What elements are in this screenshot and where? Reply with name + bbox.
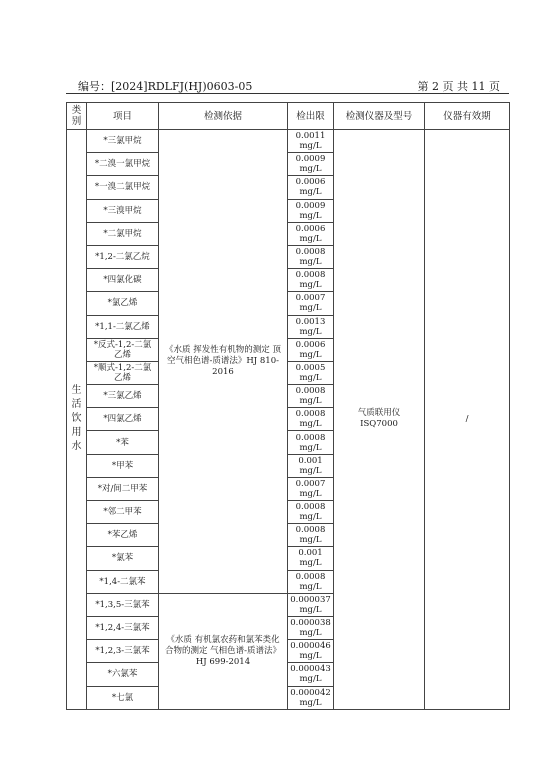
item-name: *一溴二氯甲烷 <box>87 176 159 199</box>
page-indicator: 第 2 页 共 11 页 <box>417 80 500 93</box>
detection-limit: 0.000038 mg/L <box>288 616 334 639</box>
item-name: *二氯甲烷 <box>87 222 159 245</box>
detection-limit: 0.0006 mg/L <box>288 338 334 361</box>
item-name: *三氯甲烷 <box>87 130 159 153</box>
detection-limit: 0.0008 mg/L <box>288 570 334 593</box>
detection-limit: 0.0007 mg/L <box>288 292 334 315</box>
item-name: *1,3,5-三氯苯 <box>87 593 159 616</box>
item-name: *反式-1,2-二氯乙烯 <box>87 338 159 361</box>
table-header-row <box>67 103 510 130</box>
item-name: *三氯乙烯 <box>87 385 159 408</box>
item-name: *三溴甲烷 <box>87 199 159 222</box>
header-instrument: 检测仪器及型号 <box>334 103 425 130</box>
detection-limit: 0.0009 mg/L <box>288 199 334 222</box>
detection-limit: 0.0008 mg/L <box>288 385 334 408</box>
item-name: *六氯苯 <box>87 663 159 686</box>
item-name: *邻二甲苯 <box>87 501 159 524</box>
detection-limit: 0.0008 mg/L <box>288 524 334 547</box>
instrument-validity: / <box>425 130 510 710</box>
header-validity: 仪器有效期 <box>425 103 510 130</box>
item-name: *甲苯 <box>87 454 159 477</box>
item-name: *四氯乙烯 <box>87 408 159 431</box>
item-name: *1,2,3-三氯苯 <box>87 640 159 663</box>
item-name: *苯 <box>87 431 159 454</box>
header-divider <box>66 93 509 94</box>
method-basis-ocp: 《水质 有机氯农药和氯苯类化合物的测定 气相色谱-质谱法》HJ 699-2014 <box>159 593 288 709</box>
item-name: *四氯化碳 <box>87 269 159 292</box>
item-name: *氯苯 <box>87 547 159 570</box>
item-name: *1,4-二氯苯 <box>87 570 159 593</box>
item-name: *七氯 <box>87 686 159 709</box>
detection-limit: 0.0013 mg/L <box>288 315 334 338</box>
detection-limit: 0.0008 mg/L <box>288 269 334 292</box>
header-item: 项目 <box>87 103 159 130</box>
detection-limit: 0.0006 mg/L <box>288 176 334 199</box>
item-name: *1,2,4-三氯苯 <box>87 616 159 639</box>
item-name: *氯乙烯 <box>87 292 159 315</box>
instrument-model: 气质联用仪 ISQ7000 <box>334 130 425 710</box>
detection-limit: 0.001 mg/L <box>288 454 334 477</box>
item-name: *苯乙烯 <box>87 524 159 547</box>
table-row <box>67 130 510 153</box>
detection-limit: 0.000042 mg/L <box>288 686 334 709</box>
detection-limit: 0.0011 mg/L <box>288 130 334 153</box>
item-name: *二溴一氯甲烷 <box>87 153 159 176</box>
category-label: 生活饮用水 <box>71 385 82 453</box>
detection-limit: 0.000037 mg/L <box>288 593 334 616</box>
document-number: 编号：[2024]RDLFJ(HJ)0603-05 <box>78 80 253 93</box>
detection-limit: 0.000043 mg/L <box>288 663 334 686</box>
detection-limit: 0.000046 mg/L <box>288 640 334 663</box>
item-name: *1,1-二氯乙烯 <box>87 315 159 338</box>
detection-limit: 0.0008 mg/L <box>288 245 334 268</box>
item-name: *顺式-1,2-二氯乙烯 <box>87 361 159 384</box>
detection-table <box>66 102 510 710</box>
header-basis: 检测依据 <box>159 103 288 130</box>
item-name: *1,2-二氯乙烷 <box>87 245 159 268</box>
detection-limit: 0.0008 mg/L <box>288 408 334 431</box>
detection-limit: 0.001 mg/L <box>288 547 334 570</box>
detection-limit: 0.0009 mg/L <box>288 153 334 176</box>
header-category: 类别 <box>67 103 87 130</box>
header-limit: 检出限 <box>288 103 334 130</box>
method-basis-voc: 《水质 挥发性有机物的测定 顶空气相色谱-质谱法》HJ 810-2016 <box>159 130 288 594</box>
item-name: *对/间二甲苯 <box>87 477 159 500</box>
detection-limit: 0.0008 mg/L <box>288 501 334 524</box>
detection-limit: 0.0007 mg/L <box>288 477 334 500</box>
category-cell <box>67 130 87 710</box>
detection-limit: 0.0008 mg/L <box>288 431 334 454</box>
detection-limit: 0.0006 mg/L <box>288 222 334 245</box>
detection-limit: 0.0005 mg/L <box>288 361 334 384</box>
